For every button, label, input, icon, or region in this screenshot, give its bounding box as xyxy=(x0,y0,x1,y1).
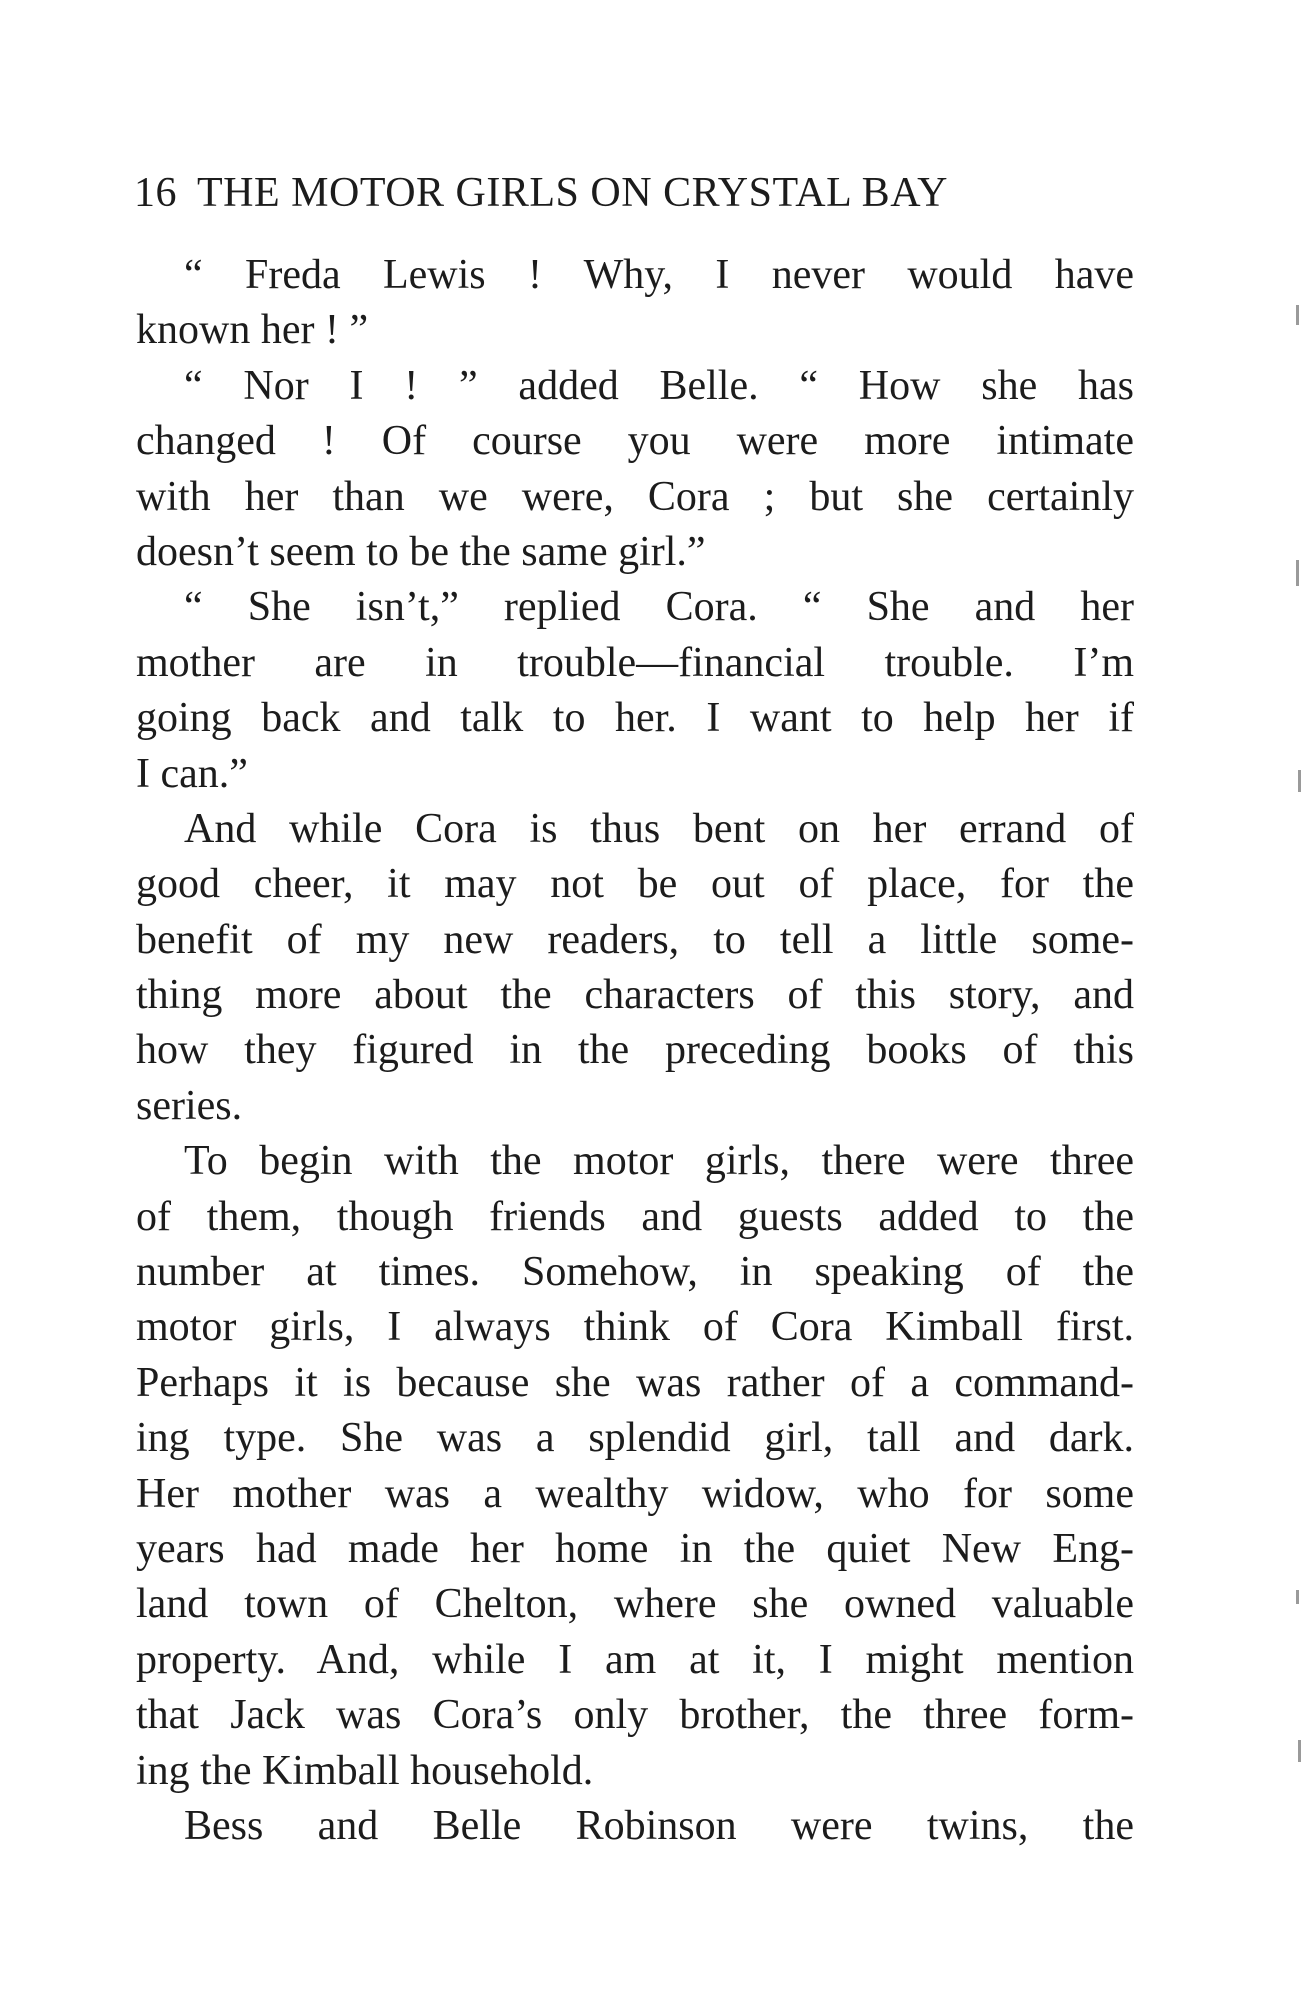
text-line: “ She isn’t,” replied Cora. “ She and her xyxy=(184,584,1134,631)
page-number: 16 xyxy=(134,170,177,216)
scan-speck xyxy=(1298,1740,1301,1762)
running-title: THE MOTOR GIRLS ON CRYSTAL BAY xyxy=(197,170,949,216)
text-line: number at times. Somehow, in speaking of the xyxy=(136,1249,1134,1296)
body-text xyxy=(136,248,1134,1854)
text-line: known her ! ” xyxy=(136,307,369,354)
text-line: good cheer, it may not be out of place, for the xyxy=(136,861,1134,908)
text-line: ing type. She was a splendid girl, tall and dark. xyxy=(136,1415,1134,1462)
text-line: property. And, while I am at it, I might mention xyxy=(136,1636,1134,1683)
text-line: And while Cora is thus bent on her errand of xyxy=(184,805,1134,852)
scan-speck xyxy=(1296,560,1299,586)
text-line: that Jack was Cora’s only brother, the three form- xyxy=(136,1692,1134,1739)
text-line: I can.” xyxy=(136,750,248,797)
text-line: ing the Kimball household. xyxy=(136,1747,594,1794)
text-line: “ Nor I ! ” added Belle. “ How she has xyxy=(184,362,1134,409)
text-line: “ Freda Lewis ! Why, I never would have xyxy=(184,252,1134,298)
text-line: Perhaps it is because she was rather of a command- xyxy=(136,1359,1134,1406)
text-line: motor girls, I always think of Cora Kimball first. xyxy=(136,1304,1134,1351)
text-line: Bess and Belle Robinson were twins, the xyxy=(184,1802,1134,1849)
text-line: benefit of my new readers, to tell a little some- xyxy=(136,916,1134,963)
text-line: Her mother was a wealthy widow, who for some xyxy=(136,1470,1134,1517)
scan-speck xyxy=(1298,770,1301,792)
scan-speck xyxy=(1296,305,1299,325)
text-line: with her than we were, Cora ; but she certainly xyxy=(136,473,1134,520)
text-line: changed ! Of course you were more intimate xyxy=(136,418,1134,465)
text-line: mother are in trouble—financial trouble. I’m xyxy=(136,639,1134,686)
text-line: To begin with the motor girls, there were three xyxy=(184,1138,1134,1185)
text-line: series. xyxy=(136,1082,243,1129)
running-header xyxy=(134,168,1074,218)
text-line: how they figured in the preceding books of this xyxy=(136,1027,1134,1074)
text-line: going back and talk to her. I want to help her if xyxy=(136,695,1134,742)
scan-speck xyxy=(1296,1590,1299,1604)
text-line: thing more about the characters of this story, and xyxy=(136,972,1134,1019)
text-line: years had made her home in the quiet New Eng- xyxy=(136,1525,1134,1572)
text-line: land town of Chelton, where she owned valuable xyxy=(136,1581,1134,1628)
text-line: of them, though friends and guests added to the xyxy=(136,1193,1134,1240)
text-line: doesn’t seem to be the same girl.” xyxy=(136,528,706,575)
